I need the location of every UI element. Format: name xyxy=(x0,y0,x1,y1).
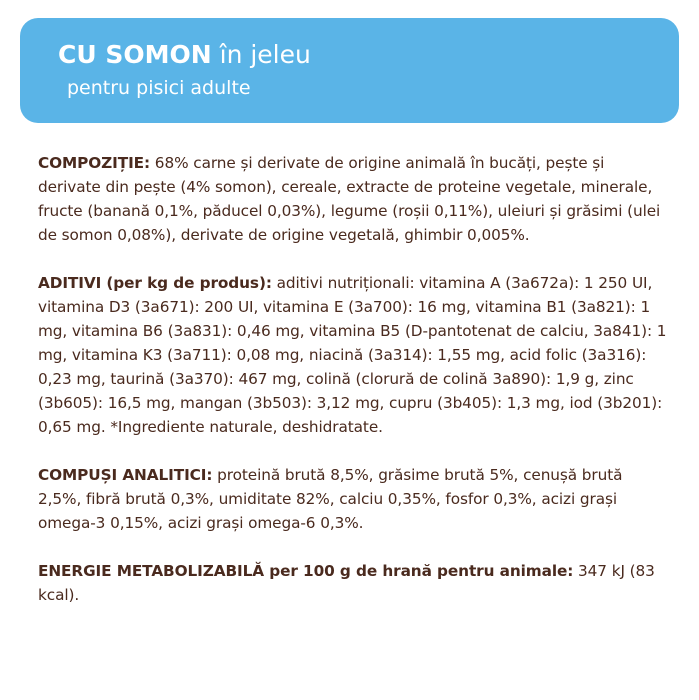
product-banner xyxy=(20,18,679,123)
analytical-section xyxy=(38,463,668,535)
composition-label: COMPOZIȚIE: xyxy=(38,154,151,172)
additives-label: ADITIVI (per kg de produs): xyxy=(38,274,272,292)
product-title-rest: în jeleu xyxy=(211,40,311,69)
product-title-bold: CU SOMON xyxy=(58,40,212,69)
composition-section xyxy=(38,151,668,247)
analytical-label: COMPUȘI ANALITICI: xyxy=(38,466,213,484)
composition-text: 68% carne și derivate de origine animală în bucăți, pește și derivate din pește (4% somon), cereale, extracte de proteine vegetale, minerale, fructe (banană 0,1%, păducel 0,03%), legume (roșii 0,11%), uleiuri și grăsimi (ulei de somon 0,08%), derivate de origine vegetală, ghimbir 0,005%. xyxy=(38,154,661,244)
energy-section xyxy=(38,559,668,607)
additives-text: aditivi nutriționali: vitamina A (3a672a): 1 250 UI, vitamina D3 (3a671): 200 UI, vitamina E (3a700): 16 mg, vitamina B1 (3a821): 1 mg, vitamina B6 (3a831): 0,46 mg, vitamina B5 (D-pantotenat de calciu, 3a841): 1 mg, vitamina K3 (3a711): 0,08 mg, niacină (3a314): 1,55 mg, acid folic (3a316): 0,23 mg, taurină (3a370): 467 mg, colină (clorură de colină 3a890): 1,9 g, zinc (3b605): 16,5 mg, mangan (3b503): 3,12 mg, cupru (3b405): 1,3 mg, iod (3b201): 0,65 mg. *Ingrediente naturale, deshidratate. xyxy=(38,274,667,436)
additives-section xyxy=(38,271,668,439)
energy-text: 347 kJ (83 kcal). xyxy=(38,562,655,604)
energy-label: ENERGIE METABOLIZABILĂ per 100 g de hrană pentru animale: xyxy=(38,562,574,580)
label-content xyxy=(38,151,668,631)
product-subtitle: pentru pisici adulte xyxy=(67,77,251,99)
product-title xyxy=(58,40,679,70)
analytical-text: proteină brută 8,5%, grăsime brută 5%, cenușă brută 2,5%, fibră brută 0,3%, umiditate 82%, calciu 0,35%, fosfor 0,3%, acizi grași omega-3 0,15%, acizi grași omega-6 0,3%. xyxy=(38,466,623,532)
